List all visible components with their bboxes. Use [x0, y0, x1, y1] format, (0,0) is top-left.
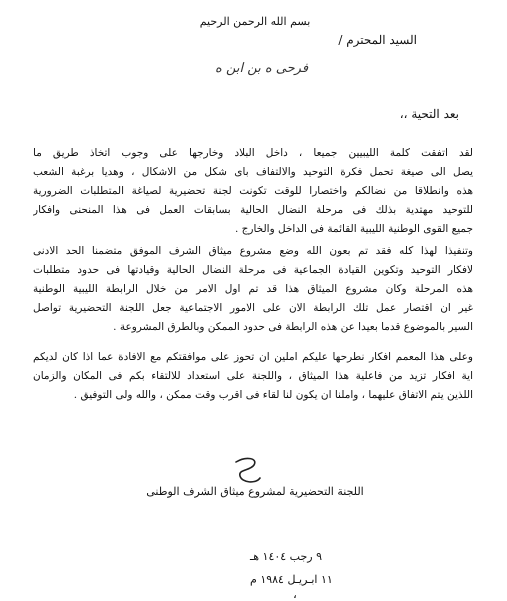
paragraph-1-line-4: للتوحيد مهتدية بذلك فى مرحلة النضال الحالية بسابقات العمل فى هذا المنحنى وافكار	[33, 205, 473, 216]
paragraph-3-line-2: اية افكار تزيد من فاعلية هذا الميثاق ، واللجنة على استعداد للالتقاء بكم فى المكان والزمان	[33, 371, 473, 382]
addressee-line: السيد المحترم /	[338, 33, 417, 47]
basmala: بسم الله الرحمن الرحيم	[199, 15, 311, 28]
committee-signature: اللجنة التحضيرية لمشروع ميثاق الشرف الوطنى	[146, 485, 364, 498]
greeting: بعد التحية ،،	[399, 107, 459, 121]
paragraph-1-line-2: يصل الى صيغة تحمل فكرة التوحيد والالتفاف بأى شكل من الاشكال ، وهديا برغبة الشعب	[33, 167, 473, 178]
date-gregorian: ١١ ابـريـل ١٩٨٤ م	[250, 573, 333, 586]
paragraph-2-line-5: السير بالموضوع قدما بعيدا عن هذه الرابطة فى حدود الممكن وبالطرق المشروعة .	[113, 322, 473, 333]
trailing-mark: ،	[293, 587, 297, 601]
paragraph-1-line-5: جميع القوى الوطنية الليبية القائمة فى الداخل والخارج .	[234, 224, 473, 235]
paragraph-2-line-3: هذه المرحلة وكان مشروع الميثاق هذا قد تم أول الامر من خلال الرابطة الليبية الوطنية	[33, 284, 473, 295]
handwritten-addressee-name: فرحى ه بن ابن ه	[215, 61, 309, 76]
date-hijri: ٩ رجب ١٤٠٤ هـ	[250, 550, 322, 563]
paragraph-1-line-3: هذه وانطلاقا من نضالكم واختصارا للوقت تكونت لجنة تحضيرية لصياغة المتطلبات الضرورية	[33, 186, 473, 197]
paragraph-2-line-1: وتنفيذا لهذا كله فقد تم بعون الله وضع مشروع ميثاق الشرف الموفق متضمنا الحد الادنى	[33, 246, 473, 257]
paragraph-3-line-1: وعلى هذا المعمم افكار نطرحها عليكم آملين ان تحوز على موافقتكم مع الافادة عما اذا كان لديكم	[33, 352, 473, 363]
paragraph-3-line-3: اللذين يتم الاتفاق عليهما ، واملنا ان يكون لنا لقاء فى أقرب وقت ممكن ، والله ولى التوفيق .	[73, 390, 473, 401]
paragraph-2-line-2: لافكار التوحيد وتكوين القيادة الجماعية فى مرحلة النضال الحالية وقيادتها فى حدود متطلبات	[33, 265, 473, 276]
signature-scribble-icon	[228, 454, 268, 488]
paragraph-2-line-4: غير ان اقتصار عمل تلك الرابطة الآن على الامور الاجتماعية جعل اللجنة التحضيرية تواصل	[33, 303, 473, 314]
paragraph-1-line-1: لقد اتفقت كلمة الليبيين جميعا ، داخل البلاد وخارجها على وجوب اتخاذ طريق ما	[33, 148, 473, 159]
